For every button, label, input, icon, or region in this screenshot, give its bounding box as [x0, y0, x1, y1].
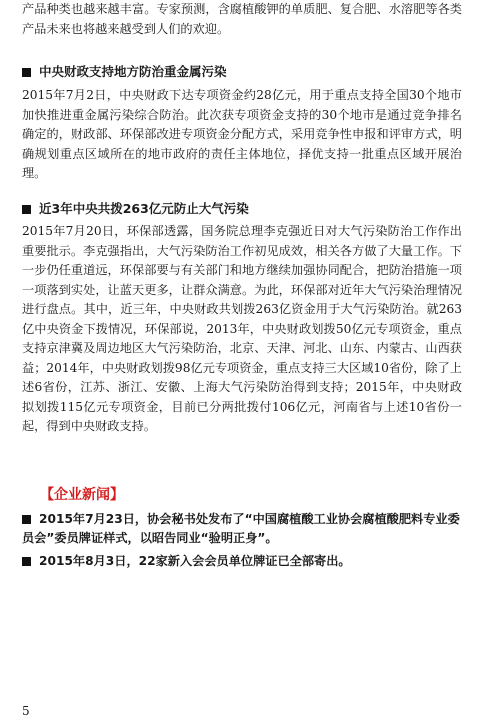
square-bullet-icon: [22, 515, 31, 524]
section-heading-text: 中央财政支持地方防治重金属污染: [39, 64, 227, 79]
news-item-text: 2015年8月3日，22家新入会会员单位牌证已全部寄出。: [39, 554, 351, 568]
section-heading-air-pollution: [22, 199, 462, 218]
square-bullet-icon: [22, 205, 31, 214]
section-heading-text: 近3年中央共拨263亿元防止大气污染: [39, 201, 249, 216]
news-item-text: 2015年7月23日，协会秘书处发布了“中国腐植酸工业协会腐植酸肥料专业委员会”委员牌证样式，以昭告同业“验明正身”。: [22, 512, 460, 545]
square-bullet-icon: [22, 68, 31, 77]
section-body-air-pollution: 2015年7月20日，环保部透露，国务院总理李克强近日对大气污染防治工作作出重要批示。李克强指出，大气污染防治工作初见成效，相关各方做了大量工作。下一步仍任重道远，环保部要与有关部门和地方继续加强协同配合，把防治措施一项一项落到实处，让蓝天更多，让群众满意。为此，环保部对近年大气污染治理情况进行盘点。其中，近三年，中央财政共划拨263亿资金用于大气污染防治。就263亿中央资金下拨情况，环保部说，2013年，中央财政划拨50亿元专项资金，重点支持京津冀及周边地区大气污染防治，北京、天津、河北、山东、内蒙古、山西获益；2014年，中央财政划拨98亿元专项资金，重点支持三大区域10省份，除了上述6省份，江苏、浙江、安徽、上海大气污染防治得到支持；2015年，中央财政拟划拨115亿元专项资金，目前已分两批拨付106亿元，河南省与上述10省份一起，得到中央财政支持。: [22, 224, 462, 433]
page-number: 5: [22, 704, 30, 718]
section-heading-heavy-metal: [22, 62, 462, 81]
news-item: [22, 552, 462, 571]
section-body-heavy-metal: 2015年7月2日，中央财政下达专项资金约28亿元，用于重点支持全国30个地市加快推进重金属污染综合防治。此次获专项资金支持的30个地市是通过竞争排名确定的，财政部、环保部改进专项资金分配方式，采用竞争性申报和评审方式，明确规划重点区域所在的地市政府的责任主体地位，择优支持一批重点区域开展治理。: [22, 88, 462, 180]
square-bullet-icon: [22, 557, 31, 566]
intro-paragraph: 产品种类也越来越丰富。专家预测，含腐植酸钾的单质肥、复合肥、水溶肥等各类产品未来也将越来越受到人们的欢迎。: [22, 2, 462, 36]
news-item: [22, 510, 462, 548]
enterprise-news-label: 【企业新闻】: [40, 487, 124, 503]
